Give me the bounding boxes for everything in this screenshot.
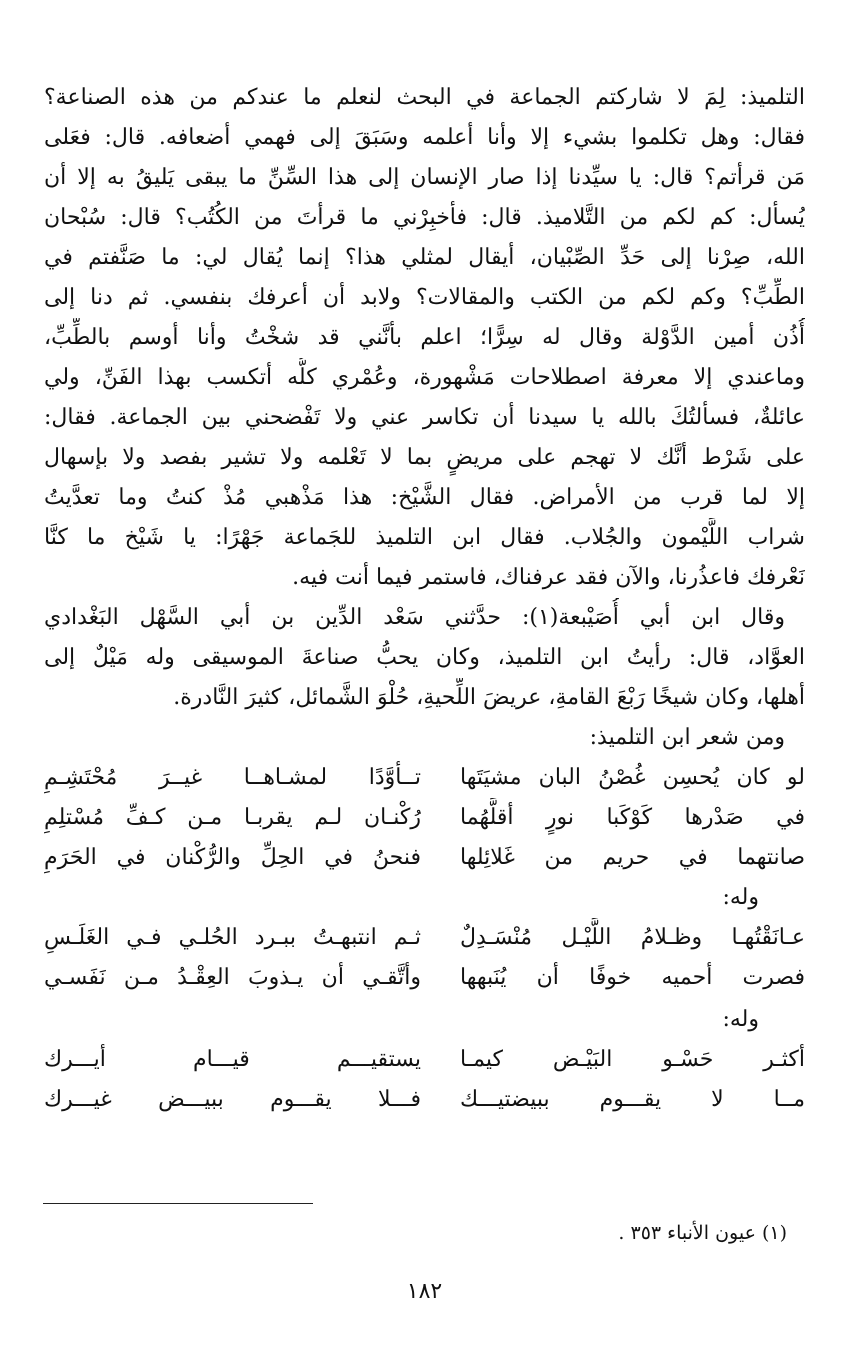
text-line: عائلةٌ، فسألتُكَ بالله يا سيدنا أن تكاسر عني ولا تَفْضحني بين الجماعة. فقال: xyxy=(44,405,805,430)
poetry-heading: ومن شعر ابن التلميذ: xyxy=(589,725,785,750)
footnote-separator xyxy=(43,1203,313,1204)
text-line: إلا لما قرب من الأمراض. فقال الشَّيْخ: هذا مَذْهبي مُذْ كنتُ وما تعدَّيتُ xyxy=(44,485,805,510)
verse-label: وله: xyxy=(722,885,759,910)
text-line: يُسأل: كم لكم من التَّلاميذ. قال: فأخبِرْني ما قرأتَ من الكُتُب؟ قال: سُبْحان xyxy=(44,205,805,230)
text-line: العوَّاد، قال: رأيتُ ابن التلميذ، وكان يحبُّ صناعةَ الموسيقى وله مَيْلٌ إلى xyxy=(44,645,805,670)
text-line: نَعْرفك فاعذُرنا، والآن فقد عرفناك، فاستمر فيما أنت فيه. xyxy=(292,565,805,590)
text-line: أهلها، وكان شيخًا رَبْعَ القامةِ، عريضَ اللِّحيةِ، حُلْوَ الشَّمائل، كثيرَ النَّادرة. xyxy=(173,685,805,710)
verse-first-hemistich: لو كان يُحسِن غُصْنُ البان مشيَتَها xyxy=(460,765,805,790)
text-line: الله، صِرْنا إلى حَدِّ الصِّبْيان، أيقال لمثلي هذا؟ إنما يُقال لي: ما صَنَّفتم في xyxy=(44,245,805,270)
verse-first-hemistich: صانتهما في حريم من غَلائِلها xyxy=(460,845,805,870)
page-number: ١٨٢ xyxy=(406,1279,443,1304)
verse-label: وله: xyxy=(722,1007,759,1032)
text-line: شراب اللَّيْمون والجُلاب. فقال ابن التلميذ للجَماعة جَهْرًا: يا شَيْخ ما كنَّا xyxy=(44,525,805,550)
text-line: على شَرْط أنَّك لا تهجم على مريضٍ بما لا تَعْلمه ولا تشير بفصد ولا بإسهال xyxy=(44,445,805,470)
text-line: الطِّبِّ؟ وكم لكم من الكتب والمقالات؟ ولابد أن أعرفك بنفسي. ثم دنا إلى xyxy=(44,285,805,310)
verse-first-hemistich: عـانَقْتُهـا وظـلامُ اللَّيْـل مُنْسَـدِلٌ xyxy=(460,925,805,950)
text-line: وماعندي إلا معرفة اصطلاحات مَشْهورة، وعُمْري كلُّه أتكسب بهذا الفَنِّ، ولي xyxy=(44,365,805,390)
text-line: وقال ابن أبي أُصَيْبعة(١): حدَّثني سَعْد الدِّين بن أبي السَّهْل البَغْدادي xyxy=(44,605,785,630)
verse-second-hemistich: وأتَّقـي أن يـذوبَ العِقْـدُ مـن نَفَسـي xyxy=(44,965,421,990)
footnote: (١) عيون الأنباء ٣٥٣ . xyxy=(618,1222,787,1244)
text-line: أُذُن أمين الدَّوْلة وقال له سِرًّا؛ اعلم بأنَّني قد شخْتُ وأنا أوسم بالطِّبِّ، xyxy=(44,325,805,350)
verse-first-hemistich: فصرت أحميه خوفًا أن يُنَبهها xyxy=(460,965,805,990)
text-line: التلميذ: لِمَ لا شاركتم الجماعة في البحث لنعلم ما عندكم من هذه الصناعة؟ xyxy=(44,85,805,110)
verse-second-hemistich: يستقيـــم قيـــام أيـــرك xyxy=(44,1047,421,1072)
verse-first-hemistich: في صَدْرها كَوْكَبا نورٍ أقلَّهُما xyxy=(460,805,805,830)
verse-first-hemistich: أكثـر حَسْـو البَيْـض كيمـا xyxy=(460,1047,805,1072)
verse-second-hemistich: رُكْنـان لـم يقربـا مـن كـفِّ مُسْتلِمِ xyxy=(44,805,421,830)
verse-second-hemistich: ثـم انتبهـتُ ببـرد الحُلـي فـي الغَلَـسِ xyxy=(44,925,421,950)
text-line: فقال: وهل تكلموا بشيء إلا وأنا أعلمه وسَبَقَ إلى فهمي أضعافه. قال: فعَلى xyxy=(44,125,805,150)
verse-first-hemistich: مــا لا يقـــوم ببيضتيـــك xyxy=(460,1087,805,1112)
verse-second-hemistich: فنحنُ في الحِلِّ والرُّكْنان في الحَرَمِ xyxy=(44,845,421,870)
text-line: مَن قرأتم؟ قال: يا سيِّدنا إذا صار الإنسان إلى هذا السِّنِّ ما يبقى يَليقُ به إلا أن xyxy=(44,165,805,190)
verse-second-hemistich: تــأوَّدًا لمشـاهــا غيــرَ مُحْتَشِـمِ xyxy=(44,765,421,790)
verse-second-hemistich: فـــلا يقـــوم ببيـــض غيـــرك xyxy=(44,1087,421,1112)
